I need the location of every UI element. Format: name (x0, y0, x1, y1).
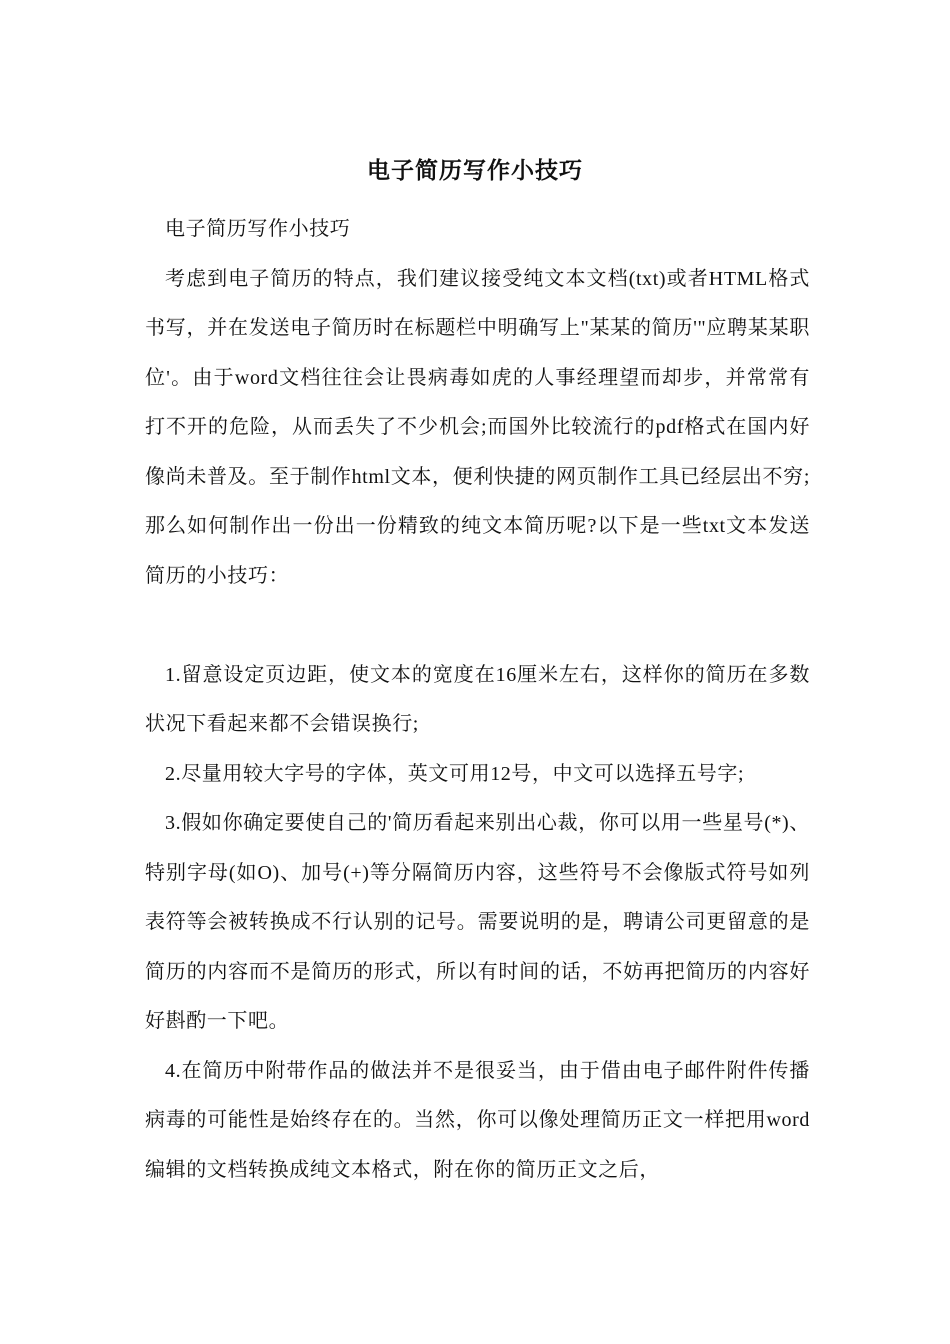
tip-paragraph-1: 1.留意设定页边距，使文本的宽度在16厘米左右，这样你的简历在多数状况下看起来都不会错误换行; (145, 663, 810, 735)
blank-line (145, 601, 810, 651)
subtitle-paragraph: 电子简历写作小技巧 (165, 218, 351, 240)
document-body (145, 205, 810, 1195)
tip-paragraph-2: 2.尽量用较大字号的字体，英文可用12号，中文可以选择五号字; (165, 762, 745, 785)
document-title: 电子简历写作小技巧 (367, 158, 583, 183)
intro-paragraph: 考虑到电子简历的特点，我们建议接受纯文本文档(txt)或者HTML格式书写，并在发送电子简历时在标题栏中明确写上"某某的简历'"应聘某某职位'。由于word文档往往会让畏病毒如虎的人事经理望而却步，并常常有打不开的危险，从而丢失了不少机会;而国外比较流行的pdf格式在国内好像尚未普及。至于制作html文本，便利快捷的网页制作工具已经层出不穷;那么如何制作出一份出一份精致的纯文本简历呢?以下是一些txt文本发送简历的小技巧： (145, 267, 810, 587)
tip-paragraph-4: 4.在简历中附带作品的做法并不是很妥当，由于借由电子邮件附件传播病毒的可能性是始终存在的。当然，你可以像处理简历正文一样把用word编辑的文档转换成纯文本格式，附在你的简历正文之后， (145, 1059, 810, 1181)
tip-paragraph-3: 3.假如你确定要使自己的'简历看起来别出心裁，你可以用一些星号(*)、特别字母(如O)、加号(+)等分隔简历内容，这些符号不会像版式符号如列表符等会被转换成不行认别的记号。需要说明的是，聘请公司更留意的是简历的内容而不是简历的形式，所以有时间的话，不妨再把简历的内容好好斟酌一下吧。 (145, 812, 810, 1032)
